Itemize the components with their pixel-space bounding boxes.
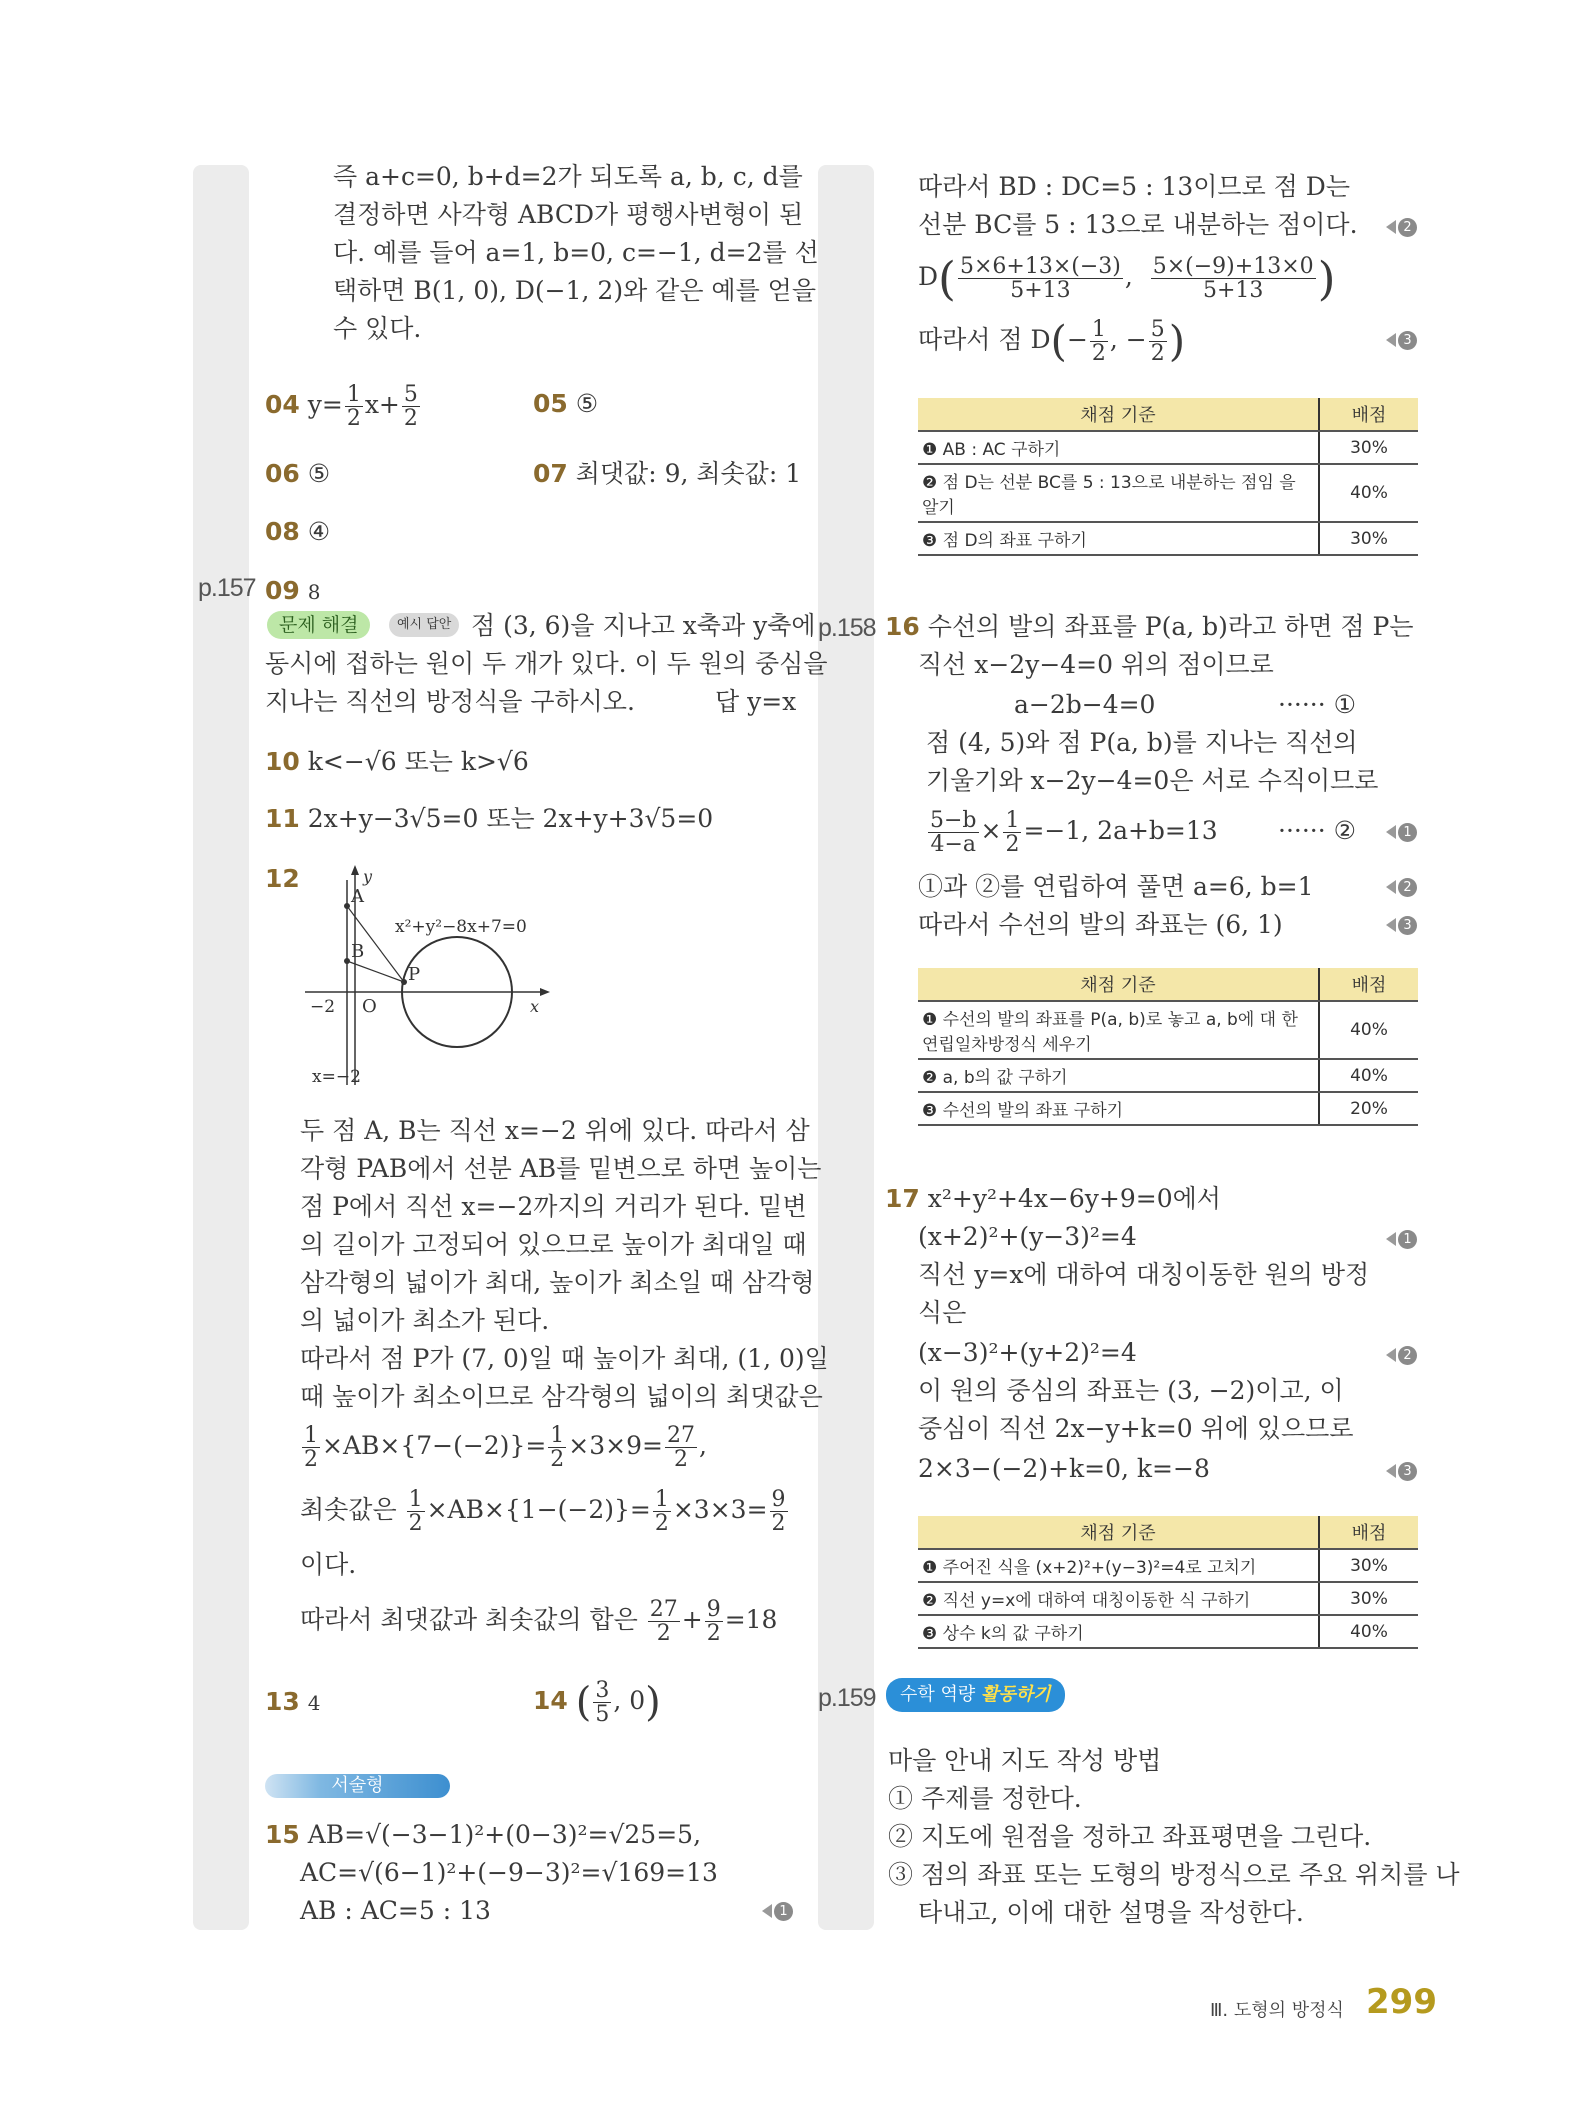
expr-text: ×3×9= (568, 1431, 663, 1460)
fraction (407, 1488, 425, 1535)
paren-open: ( (938, 251, 956, 306)
denominator: 2 (550, 1447, 565, 1472)
answer-num: 14 (533, 1686, 568, 1715)
cont-line-3: 다. 예를 들어 a=1, b=0, c=−1, d=2를 선 (333, 238, 819, 267)
denominator: 2 (304, 1447, 318, 1472)
marker-number: 3 (1398, 1462, 1417, 1481)
denominator: 2 (403, 406, 418, 432)
table-header (918, 1516, 1418, 1549)
score-cell: 30% (1319, 1549, 1418, 1582)
score-cell: 40% (1319, 1615, 1418, 1648)
criteria-cell: ❷ 직선 y=x에 대하여 대칭이동한 식 구하기 (918, 1582, 1319, 1615)
expr-text: ×AB×{1−(−2)}= (426, 1495, 651, 1524)
expr-text: =18 (724, 1605, 778, 1634)
criteria-cell: ❸ 점 D의 좌표 구하기 (918, 522, 1319, 555)
denominator: 2 (706, 1621, 721, 1646)
denominator: 4−a (930, 832, 977, 857)
score-header: 배점 (1319, 1516, 1418, 1549)
answer-text: ④ (307, 517, 331, 546)
answer-num: 12 (265, 864, 300, 893)
numerator: 1 (654, 1486, 669, 1512)
label-x-line: x=−2 (312, 1067, 361, 1087)
marker-number: 1 (774, 1902, 793, 1921)
point-a (344, 903, 350, 909)
label-minus-2: −2 (310, 997, 336, 1017)
answer-text: ⑤ (307, 459, 331, 488)
expr-text: D (918, 262, 939, 291)
map-line-5: 타내고, 이에 대한 설명을 작성한다. (918, 1898, 1304, 1927)
label-p: P (408, 964, 421, 985)
a16-line-3: a−2b−4=0 (1014, 690, 1156, 719)
a17-line-1 (885, 1180, 1221, 1218)
label-b: B (351, 941, 365, 962)
expr-text: ×3×3= (672, 1495, 768, 1524)
marker-1-icon (762, 1901, 793, 1921)
criteria-cell: ❶ 수선의 발의 좌표를 P(a, b)로 놓고 a, b에 대 한 연립일차방정식 세우기 (918, 1001, 1319, 1059)
answer-text: 2x+y−3√5=0 또는 2x+y+3√5=0 (307, 804, 714, 833)
right-line-1: 따라서 BD : DC=5 : 13이므로 점 D는 (918, 172, 1350, 201)
fraction (548, 1424, 566, 1471)
ida-text: 이다. (300, 1550, 357, 1579)
answer-text: 8 (307, 580, 321, 604)
score-cell: 40% (1319, 1001, 1418, 1059)
cont-line-1: 즉 a+c=0, b+d=2가 되도록 a, b, c, d를 (333, 162, 803, 191)
answer-text: , 0 (613, 1686, 646, 1715)
right-line-2: 선분 BC를 5 : 13으로 내분하는 점이다. (918, 210, 1358, 239)
answer-text: AB=√(−3−1)²+(0−3)²=√25=5, (307, 1820, 702, 1849)
essay-label: 서술형 (265, 1774, 450, 1798)
answer-num: 13 (265, 1687, 300, 1716)
marker-3-icon (1386, 915, 1417, 935)
answer-text: ⑤ (575, 389, 599, 418)
fraction (593, 1679, 611, 1726)
q09-answer: 답 y=x (715, 687, 797, 716)
map-line-1: 마을 안내 지도 작성 방법 (888, 1746, 1162, 1775)
marker-number: 2 (1398, 878, 1417, 897)
numerator: 1 (1005, 807, 1020, 833)
numerator: 1 (550, 1422, 565, 1448)
marker-1-icon (1386, 822, 1417, 842)
numerator: 9 (771, 1486, 786, 1512)
badge-label: 수학 역량 (900, 1684, 976, 1705)
score-cell: 20% (1319, 1092, 1418, 1125)
paren-close: ) (1168, 316, 1186, 366)
numerator: 5 (1150, 316, 1165, 342)
answer-13 (265, 1683, 320, 1722)
a12-line-5: 삼각형의 넓이가 최대, 높이가 최소일 때 삼각형 (300, 1268, 815, 1297)
criteria-cell: ❸ 상수 k의 값 구하기 (918, 1615, 1319, 1648)
criteria-header: 채점 기준 (918, 398, 1319, 431)
marker-number: 2 (1398, 1346, 1417, 1365)
a12-line-4: 의 길이가 고정되어 있으므로 높이가 최대일 때 (300, 1230, 807, 1259)
denominator: 2 (654, 1511, 669, 1536)
table-row (918, 1549, 1418, 1582)
table-row (918, 431, 1418, 464)
fraction (1003, 809, 1021, 856)
max-expression: $\frac{1}{2}$ ×AB×{7−(−2)}= $\frac{1}{2}$ ×3×9= $\frac{27}{2}$ , (304, 1422, 707, 1472)
fraction (1149, 318, 1167, 365)
fraction (958, 255, 1123, 302)
table-header (918, 398, 1418, 431)
score-header: 배점 (1319, 968, 1418, 1001)
label-o: O (362, 996, 377, 1017)
denominator: 2 (656, 1621, 671, 1646)
label-a: A (351, 886, 364, 907)
denominator: 2 (1005, 832, 1020, 857)
cont-line-5: 수 있다. (333, 314, 422, 343)
denominator: 5 (595, 1702, 610, 1727)
answer-14 (533, 1672, 661, 1732)
a16-line-7: ①과 ②를 연립하여 풀면 a=6, b=1 (918, 872, 1314, 901)
a17-line-5: (x−3)²+(y+2)²=4 (918, 1338, 1137, 1367)
numerator: 27 (649, 1596, 678, 1622)
marker-2-icon (1386, 217, 1417, 237)
a17-line-2: (x+2)²+(y−3)²=4 (918, 1222, 1137, 1251)
a12-line-1: 두 점 A, B는 직선 x=−2 위에 있다. 따라서 삼 (300, 1116, 810, 1145)
badge-label-2: 활동하기 (981, 1684, 1051, 1705)
denominator: 2 (771, 1511, 786, 1536)
page-ref-158: p.158 (818, 614, 876, 642)
math-competency-badge (886, 1678, 1065, 1712)
fraction (665, 1424, 697, 1471)
paren-open: ( (1050, 316, 1067, 366)
score-cell: 30% (1319, 1582, 1418, 1615)
a16-line-8: 따라서 수선의 발의 좌표는 (6, 1) (918, 910, 1283, 939)
a17-line-6: 이 원의 중심의 좌표는 (3, −2)이고, 이 (918, 1376, 1344, 1405)
marker-number: 3 (1398, 916, 1417, 935)
dots-1: ······ ① (1278, 690, 1357, 719)
q09-line-3: 지나는 직선의 방정식을 구하시오. (265, 687, 635, 716)
a12-line-2: 각형 PAB에서 선분 AB를 밑변으로 하면 높이는 (300, 1154, 822, 1183)
map-line-3: ② 지도에 원점을 정하고 좌표평면을 그린다. (888, 1822, 1372, 1851)
answer-11 (265, 800, 713, 838)
a16-line-4: 점 (4, 5)와 점 P(a, b)를 지나는 직선의 (926, 728, 1358, 757)
marker-3-icon (1386, 1461, 1417, 1481)
fraction (770, 1488, 788, 1535)
marker-number: 1 (1398, 823, 1417, 842)
answer-num: 06 (265, 459, 300, 488)
fraction (1151, 255, 1316, 302)
point-d-result: 따라서 점 D(− $\frac{1}{2}$ , − $\frac{5}{2}$ ) (918, 316, 1186, 366)
marker-number: 2 (1398, 218, 1417, 237)
expr-text: 최솟값은 (300, 1495, 397, 1524)
answer-15-line-2: AC=√(6−1)²+(−9−3)²=√169=13 (300, 1858, 718, 1887)
example-answer-badge: 예시 답안 (389, 613, 459, 637)
answer-08 (265, 513, 330, 551)
denominator: 5+13 (1202, 278, 1264, 303)
a16-line-2: 직선 x−2y−4=0 위의 점이므로 (918, 650, 1274, 679)
a17-line-7: 중심이 직선 2x−y+k=0 위에 있으므로 (918, 1414, 1354, 1443)
denominator: 2 (673, 1447, 688, 1472)
numerator: 1 (304, 1422, 318, 1448)
fraction (1090, 318, 1108, 365)
denominator: 5+13 (1010, 278, 1071, 303)
paren-close: ) (645, 1679, 661, 1726)
marker-number: 1 (1398, 1230, 1417, 1249)
map-line-4: ③ 점의 좌표 또는 도형의 방정식으로 주요 위치를 나 (888, 1860, 1460, 1889)
numerator: 1 (1091, 316, 1106, 342)
fraction (705, 1598, 723, 1645)
marker-2-icon (1386, 1345, 1417, 1365)
paren-close: ) (1317, 251, 1336, 306)
answer-07 (533, 455, 801, 493)
point-p (401, 979, 407, 985)
denominator: 2 (1150, 341, 1165, 366)
expr-text: × (980, 816, 1002, 845)
answer-num: 04 (265, 390, 300, 420)
marker-number: 3 (1398, 331, 1417, 350)
denominator: 2 (408, 1511, 423, 1536)
circle-graph (300, 860, 560, 1100)
answer-text: x+ (364, 390, 400, 420)
numerator: 5×(−9)+13×0 (1152, 253, 1314, 279)
table-header (918, 968, 1418, 1001)
scoring-table-15 (918, 398, 1418, 556)
score-cell: 30% (1319, 431, 1418, 464)
answer-text: 수선의 발의 좌표를 P(a, b)라고 하면 점 P는 (927, 612, 1414, 641)
fraction (648, 1598, 680, 1645)
page-number: 299 (1366, 1982, 1437, 2022)
scoring-table-17 (918, 1516, 1418, 1649)
answer-text: 최댓값: 9, 최솟값: 1 (575, 459, 802, 488)
criteria-cell: ❷ a, b의 값 구하기 (918, 1059, 1319, 1092)
a16-line-1 (885, 608, 1413, 646)
answer-num: 08 (265, 517, 300, 546)
middle-margin-bar (818, 165, 874, 1930)
q09-line-2: 동시에 접하는 원이 두 개가 있다. 이 두 원의 중심을 (265, 649, 828, 678)
a12-line-7: 따라서 점 P가 (7, 0)일 때 높이가 최대, (1, 0)일 (300, 1344, 829, 1373)
marker-3-icon (1386, 330, 1417, 350)
answer-num: 17 (885, 1184, 920, 1213)
numerator: 9 (706, 1596, 721, 1622)
answer-num: 09 (265, 576, 300, 605)
score-cell: 40% (1319, 1059, 1418, 1092)
answer-num: 10 (265, 747, 300, 776)
answer-text: k<−√6 또는 k>√6 (307, 747, 529, 776)
numerator: 5×6+13×(−3) (960, 253, 1121, 279)
label-circle-eq: x²+y²−8x+7=0 (395, 917, 527, 937)
denominator: 2 (1091, 341, 1106, 366)
fraction (302, 1424, 320, 1471)
table-row (918, 522, 1418, 555)
table-row (918, 1059, 1418, 1092)
table-row (918, 1615, 1418, 1648)
numerator: 1 (346, 382, 361, 407)
criteria-cell: ❶ 주어진 식을 (x+2)²+(y−3)²=4로 고치기 (918, 1549, 1319, 1582)
marker-2-icon (1386, 877, 1417, 897)
table-row (918, 1582, 1418, 1615)
numerator: 27 (666, 1422, 695, 1448)
page-ref-157: p.157 (198, 574, 256, 602)
criteria-header: 채점 기준 (918, 1516, 1319, 1549)
criteria-header: 채점 기준 (918, 968, 1319, 1001)
answer-05 (533, 385, 598, 423)
answer-04 (265, 383, 422, 430)
answer-15-line-3: AB : AC=5 : 13 (300, 1896, 491, 1925)
cont-line-4: 택하면 B(1, 0), D(−1, 2)와 같은 예를 얻을 (333, 276, 816, 305)
answer-10 (265, 743, 529, 781)
score-header: 배점 (1319, 398, 1418, 431)
score-cell: 30% (1319, 522, 1418, 555)
a12-line-3: 점 P에서 직선 x=−2까지의 거리가 된다. 밑변 (300, 1192, 807, 1221)
denominator: 2 (346, 406, 361, 432)
a17-line-3: 직선 y=x에 대하여 대칭이동한 원의 방정 (918, 1260, 1370, 1289)
expr-text: ×AB×{7−(−2)}= (322, 1431, 547, 1460)
answer-text: x²+y²+4x−6y+9=0에서 (927, 1184, 1221, 1213)
map-line-2: ① 주제를 정한다. (888, 1784, 1082, 1813)
x-axis-arrow (540, 988, 550, 996)
a16-slope-expr (926, 803, 1218, 859)
a16-line-5: 기울기와 x−2y−4=0은 서로 수직이므로 (926, 766, 1379, 795)
numerator: 3 (595, 1677, 610, 1703)
dots-2: ······ ② (1278, 816, 1357, 845)
a17-line-8: 2×3−(−2)+k=0, k=−8 (918, 1454, 1210, 1483)
answer-12-num (265, 860, 300, 898)
answer-num: 05 (533, 389, 568, 418)
answer-num: 11 (265, 804, 300, 833)
fraction (653, 1488, 671, 1535)
answer-15-line-1 (265, 1816, 701, 1854)
cont-line-2: 결정하면 사각형 ABCD가 평행사변형이 된 (333, 200, 804, 229)
point-d-formula: D( $\frac{5\times 6+13\times(-3)}{5+13}$ , $\frac{5\times(-9)+13\times 0}{5+13}$ ) (918, 251, 1336, 306)
criteria-cell: ❸ 수선의 발의 좌표 구하기 (918, 1092, 1319, 1125)
table-row (918, 1001, 1418, 1059)
table-row (918, 464, 1418, 522)
fraction (345, 383, 363, 430)
answer-num: 07 (533, 459, 568, 488)
q09-line-1: 점 (3, 6)을 지나고 x축과 y축에 (471, 611, 816, 640)
score-cell: 40% (1319, 464, 1418, 522)
expr-text: =−1, 2a+b=13 (1023, 816, 1218, 845)
page-ref-159: p.159 (818, 1684, 876, 1712)
fraction (928, 809, 979, 856)
left-margin-bar (193, 165, 249, 1930)
a12-line-8: 때 높이가 최소이므로 삼각형의 넓이의 최댓값은 (300, 1382, 823, 1411)
footer-chapter: Ⅲ. 도형의 방정식 (1210, 2000, 1344, 2021)
expr-text: 따라서 점 D (918, 325, 1051, 354)
criteria-cell: ❶ AB : AC 구하기 (918, 431, 1319, 464)
numerator: 5−b (930, 807, 977, 833)
a17-line-4: 식은 (918, 1298, 967, 1327)
sum-expression: 따라서 최댓값과 최솟값의 합은 $\frac{27}{2}$ + $\frac{9}{2}$ =18 (300, 1596, 778, 1646)
label-x: x (530, 997, 540, 1016)
paren-open: ( (575, 1679, 592, 1726)
answer-09 (265, 572, 320, 611)
table-row (918, 1092, 1418, 1125)
marker-1-icon (1386, 1229, 1417, 1249)
y-axis-arrow (351, 865, 359, 875)
scoring-table-16 (918, 968, 1418, 1126)
a12-line-6: 의 넓이가 최소가 된다. (300, 1306, 550, 1335)
answer-num: 15 (265, 1820, 300, 1849)
numerator: 5 (403, 382, 418, 407)
fraction (402, 383, 420, 430)
expr-text: 따라서 최댓값과 최솟값의 합은 (300, 1605, 638, 1634)
numerator: 1 (408, 1486, 423, 1512)
point-b (344, 958, 350, 964)
label-y: y (363, 867, 373, 886)
answer-06 (265, 455, 330, 493)
criteria-cell: ❷ 점 D는 선분 BC를 5 : 13으로 내분하는 점임 을 알기 (918, 464, 1319, 522)
problem-solving-badge: 문제 해결 (267, 611, 370, 639)
min-expression (300, 1484, 790, 1536)
answer-num: 16 (885, 612, 920, 641)
answer-text: 4 (307, 1691, 321, 1715)
answer-text: y= (307, 390, 343, 420)
